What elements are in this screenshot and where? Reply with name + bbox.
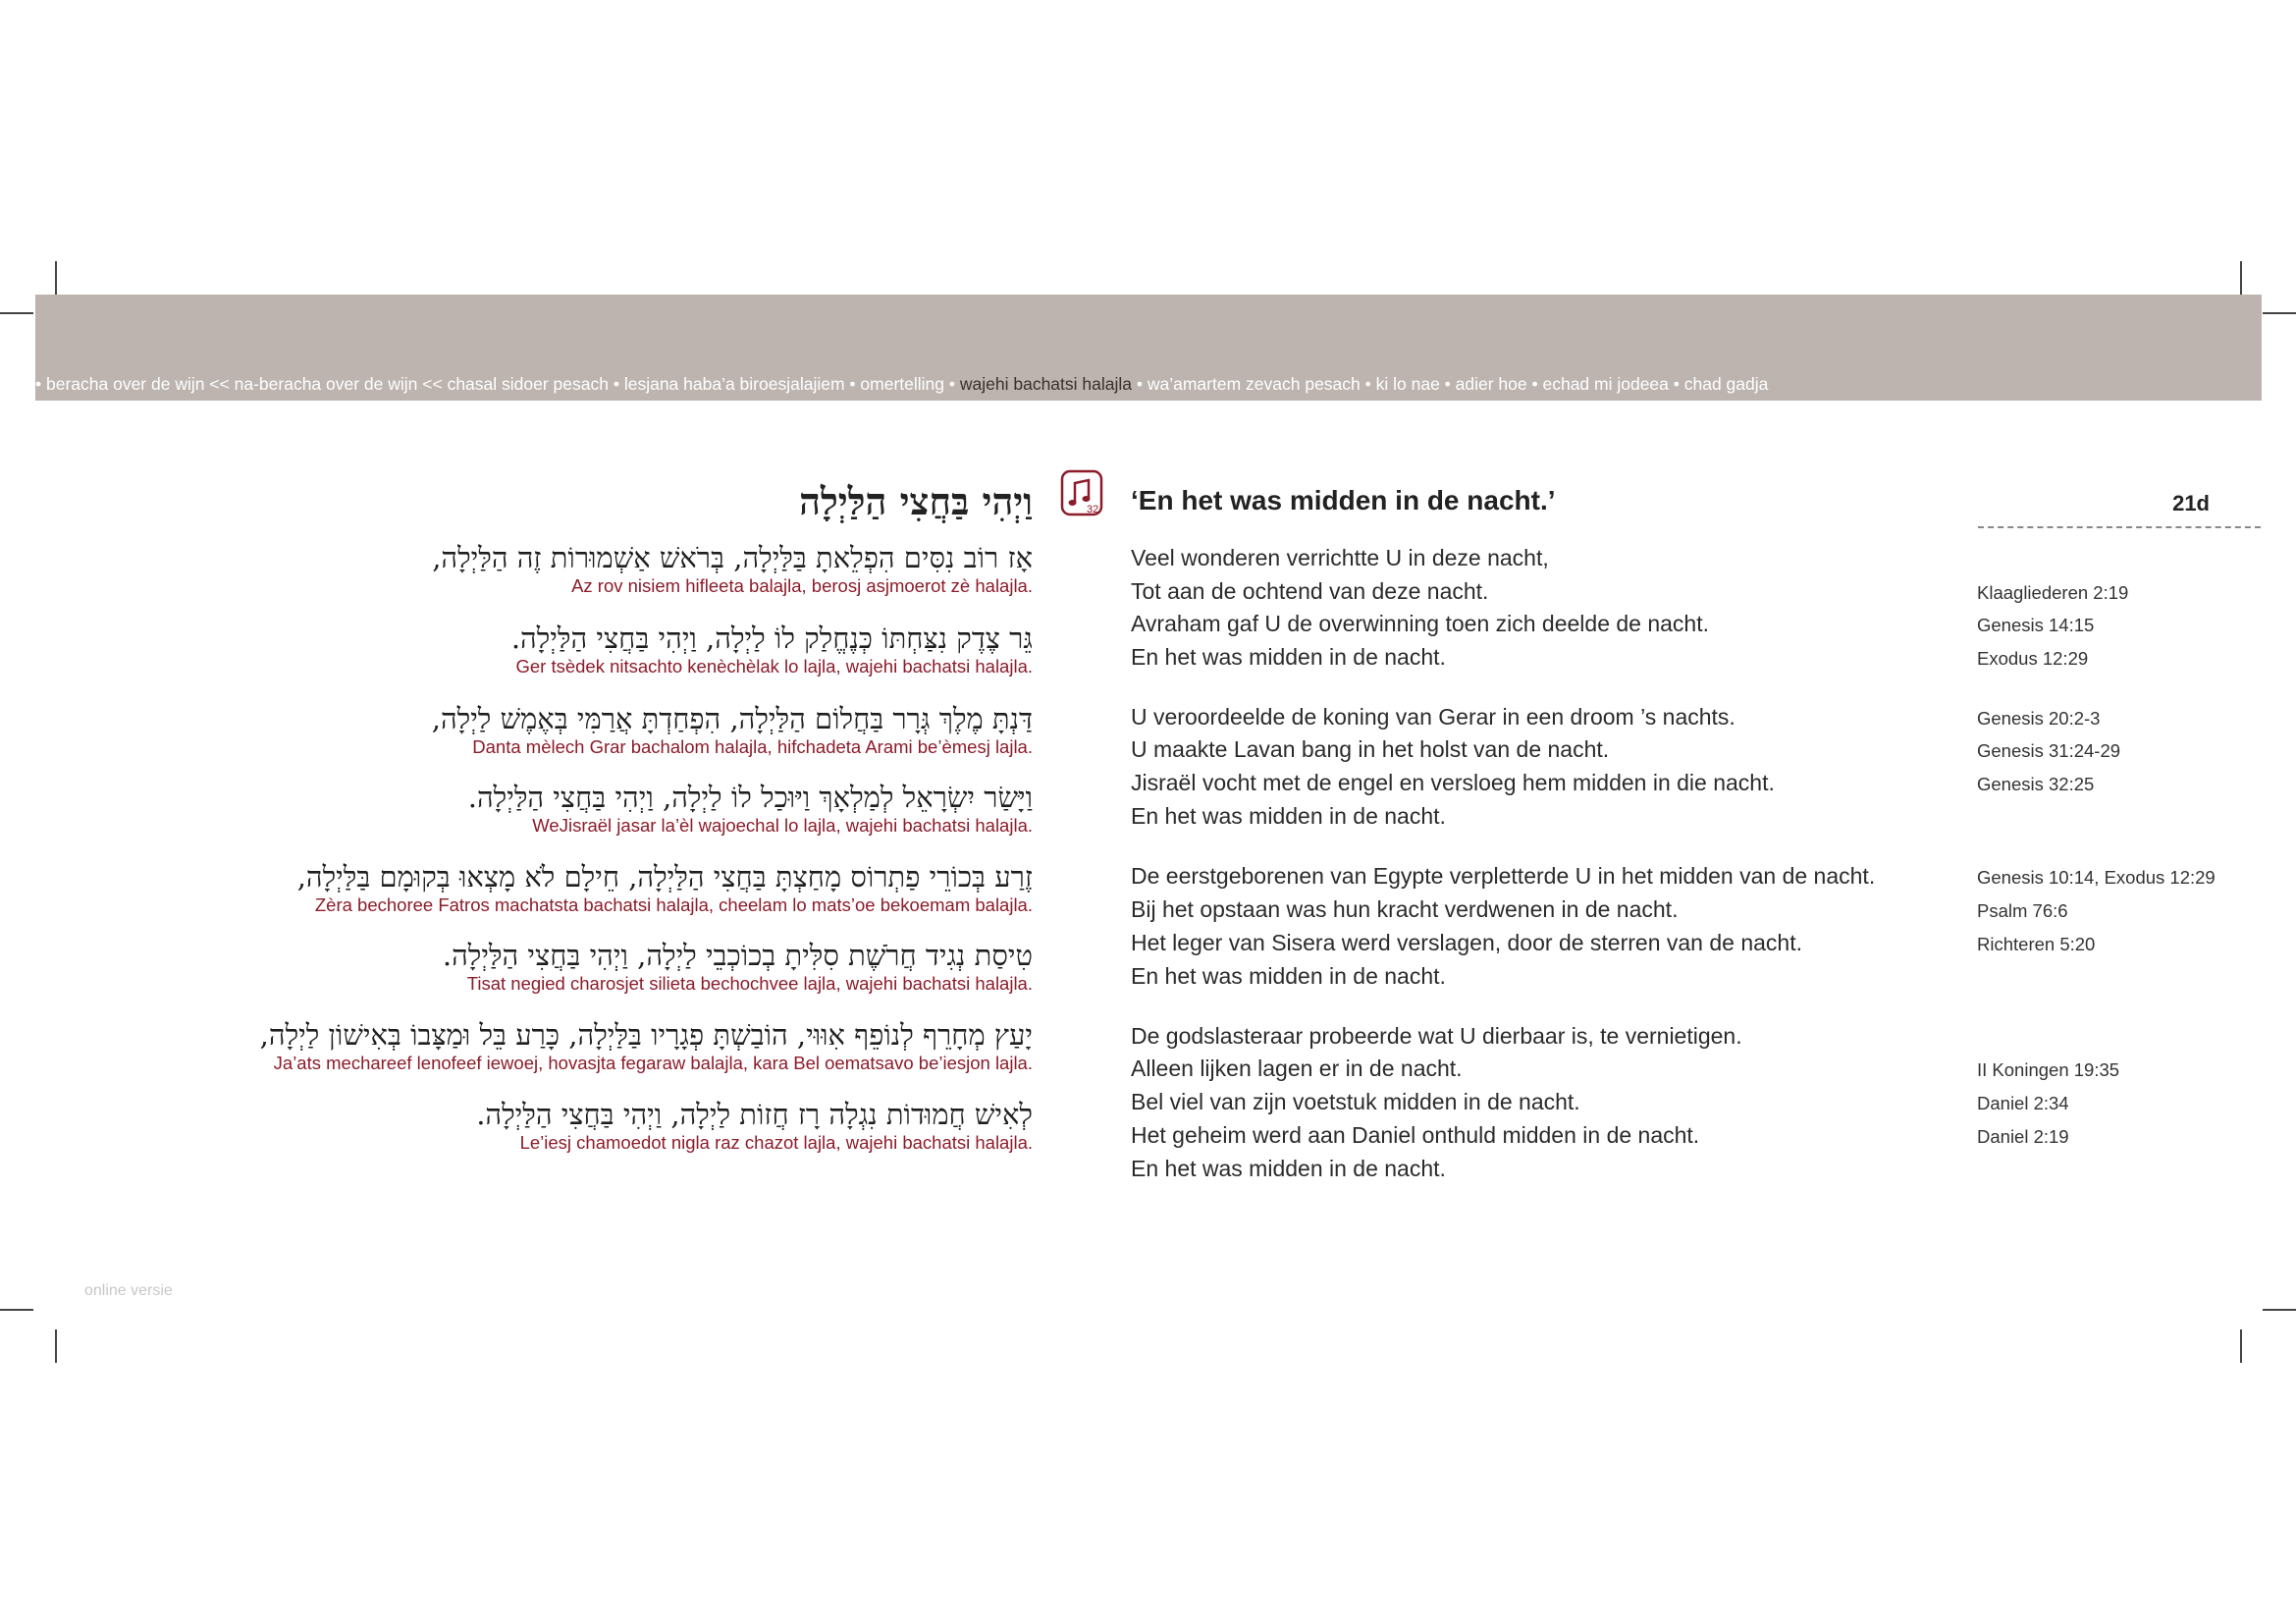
hebrew-stanza <box>51 619 1033 677</box>
translation-line: De godslasteraar probeerde wat U dierbaar is, te vernietigen. <box>1131 1023 1742 1049</box>
crop-mark <box>55 261 57 295</box>
hebrew-title: וַיְהִי בַּחֲצִי הַלַּיְלָה <box>799 479 1033 523</box>
translation-line: En het was midden in de nacht. <box>1131 1156 1446 1181</box>
transliteration-line: Danta mèlech Grar bachalom halajla, hifchadeta Arami be’èmesj lajla. <box>472 736 1033 757</box>
crop-mark <box>0 1309 33 1311</box>
hebrew-stanza <box>51 778 1033 837</box>
page-number: 21d <box>2172 491 2210 515</box>
transliteration-line: Ger tsèdek nitsachto kenèchèlak lo lajla, wajehi bachatsi halajla. <box>515 656 1033 677</box>
translation-line: En het was midden in de nacht. <box>1131 644 1446 670</box>
hebrew-stanza <box>51 1095 1033 1154</box>
transliteration-line: WeJisraël jasar la’èl wajoechal lo lajla, wajehi bachatsi halajla. <box>532 815 1033 836</box>
hebrew-line: וַיָּשַׂר יִשְׂרָאֵל לְמַלְאָךְ וַיּוּכַל לוֹ לַיְלָה, וַיְהִי בַּחֲצִי הַלַּיְלָה. <box>467 781 1033 814</box>
translation-line: Bel viel van zijn voetstuk midden in de nacht. <box>1131 1089 1580 1114</box>
translation-line: Bij het opstaan was hun kracht verdwenen in de nacht. <box>1131 896 1679 922</box>
translation-line: Alleen lijken lagen er in de nacht. <box>1131 1056 1463 1081</box>
hebrew-line: זֶרַע בְּכוֹרֵי פַתְרוֹס מָחַצְתָּ בַּחֲצִי הַלַּיְלָה, חֵילָם לֹא מָצְאוּ בְּקוּמָם בַּלַּיְלָה, <box>296 860 1033 893</box>
hebrew-line: אָז רוֹב נִסִּים הִפְלֵאתָ בַּלַּיְלָה, בְּרֹאשׁ אַשְׁמוּרוֹת זֶה הַלַּיְלָה, <box>432 541 1033 574</box>
transliteration-line: Ja’ats mechareef lenofeef iewoej, hovasjta fegaraw balajla, kara Bel oematsavo be’iesjon lajla. <box>273 1053 1033 1073</box>
scripture-reference: Daniel 2:34 <box>1977 1093 2069 1113</box>
breadcrumb <box>35 374 1768 395</box>
music-note-icon[interactable] <box>1060 469 1103 518</box>
scripture-reference: Genesis 32:25 <box>1977 774 2095 794</box>
translation-line: Jisraël vocht met de engel en versloeg hem midden in die nacht. <box>1131 770 1775 795</box>
crop-mark <box>55 1329 57 1363</box>
hebrew-stanza <box>51 538 1033 597</box>
hebrew-line: גֵּר צֶדֶק נִצַּחְתּוֹ כְּנֶחֱלַק לוֹ לַיְלָה, וַיְהִי בַּחֲצִי הַלַּיְלָה. <box>510 622 1033 655</box>
translation-line: U maakte Lavan bang in het holst van de nacht. <box>1131 736 1610 762</box>
hebrew-stanza <box>51 936 1033 995</box>
crop-mark <box>0 312 33 314</box>
transliteration-line: Zèra bechoree Fatros machatsta bachatsi halajla, cheelam lo mats’oe bekoemam balajla. <box>314 894 1033 915</box>
crop-mark <box>2263 1309 2296 1311</box>
hebrew-line: דַּנְתָּ מֶלֶךְ גְּרָר בַּחֲלוֹם הַלַּיְלָה, הִפְחַדְתָּ אֲרַמִּי בְּאֶמֶשׁ לַיְלָה, <box>431 702 1033 735</box>
hebrew-stanza <box>51 1015 1033 1074</box>
dutch-title: ‘En het was midden in de nacht.’ <box>1131 485 1556 515</box>
scripture-reference: Psalm 76:6 <box>1977 900 2068 921</box>
music-badge-number: 32 <box>1087 504 1099 515</box>
scripture-reference: II Koningen 19:35 <box>1977 1059 2120 1080</box>
scripture-reference: Genesis 31:24-29 <box>1977 740 2121 761</box>
hebrew-line: יָעַץ מְחָרֵף לְנוֹפֵף אִוּוּי, הוֹבַשְׁתָּ פְגָרָיו בַּלַּיְלָה, כָּרַע בֵּל וּמַצָּבוֹ בְּאִישׁוֹן לַיְלָה, <box>259 1018 1033 1052</box>
translation-line: En het was midden in de nacht. <box>1131 963 1446 989</box>
translation-line: Veel wonderen verrichtte U in deze nacht, <box>1131 545 1549 570</box>
translation-line: U veroordeelde de koning van Gerar in een droom ’s nachts. <box>1131 704 1735 730</box>
translation-line: Het leger van Sisera werd verslagen, door de sterren van de nacht. <box>1131 930 1802 955</box>
dashed-divider <box>1978 526 2261 528</box>
hebrew-stanza <box>51 857 1033 916</box>
scripture-reference: Genesis 20:2-3 <box>1977 708 2101 729</box>
translation-line: Avraham gaf U de overwinning toen zich deelde de nacht. <box>1131 611 1710 636</box>
scripture-reference: Exodus 12:29 <box>1977 648 2089 669</box>
crop-mark <box>2263 312 2296 314</box>
scripture-reference: Richteren 5:20 <box>1977 934 2096 954</box>
hebrew-stanza <box>51 699 1033 758</box>
scripture-reference: Genesis 14:15 <box>1977 615 2095 635</box>
hebrew-line: לְאִישׁ חֲמוּדוֹת נִגְלָה רָז חֲזוֹת לַיְלָה, וַיְהִי בַּחֲצִי הַלַּיְלָה. <box>476 1098 1033 1131</box>
nav-item[interactable]: • beracha over de wijn << na-beracha over de wijn << chasal sidoer pesach • lesjana haba’a biroesjalajiem • omertelling • <box>35 374 955 394</box>
translation-line: Het geheim werd aan Daniel onthuld midden in de nacht. <box>1131 1122 1700 1148</box>
translation-line: En het was midden in de nacht. <box>1131 803 1446 829</box>
hebrew-line: טִיסַת נְגִיד חֲרֹשֶׁת סִלִּיתָ בְכוֹכְבֵי לַיְלָה, וַיְהִי בַּחֲצִי הַלַּיְלָה. <box>442 939 1033 972</box>
transliteration-line: Le’iesj chamoedot nigla raz chazot lajla, wajehi bachatsi halajla. <box>519 1132 1033 1153</box>
translation-line: Tot aan de ochtend van deze nacht. <box>1131 578 1489 604</box>
scripture-reference: Klaagliederen 2:19 <box>1977 582 2129 603</box>
footer-note: online versie <box>84 1282 173 1299</box>
translation-line: De eerstgeborenen van Egypte verpletterde U in het midden van de nacht. <box>1131 863 1876 889</box>
nav-item-active[interactable]: wajehi bachatsi halajla <box>959 374 1132 394</box>
nav-item[interactable]: • wa’amartem zevach pesach • ki lo nae • adier hoe • echad mi jodeea • chad gadja <box>1136 374 1769 394</box>
scripture-reference: Genesis 10:14, Exodus 12:29 <box>1977 867 2216 888</box>
crop-mark <box>2240 261 2242 295</box>
transliteration-line: Tisat negied charosjet silieta bechochvee lajla, wajehi bachatsi halajla. <box>466 973 1033 994</box>
transliteration-line: Az rov nisiem hifleeta balajla, berosj asjmoerot zè halajla. <box>571 575 1033 596</box>
scripture-reference: Daniel 2:19 <box>1977 1126 2069 1147</box>
crop-mark <box>2240 1329 2242 1363</box>
